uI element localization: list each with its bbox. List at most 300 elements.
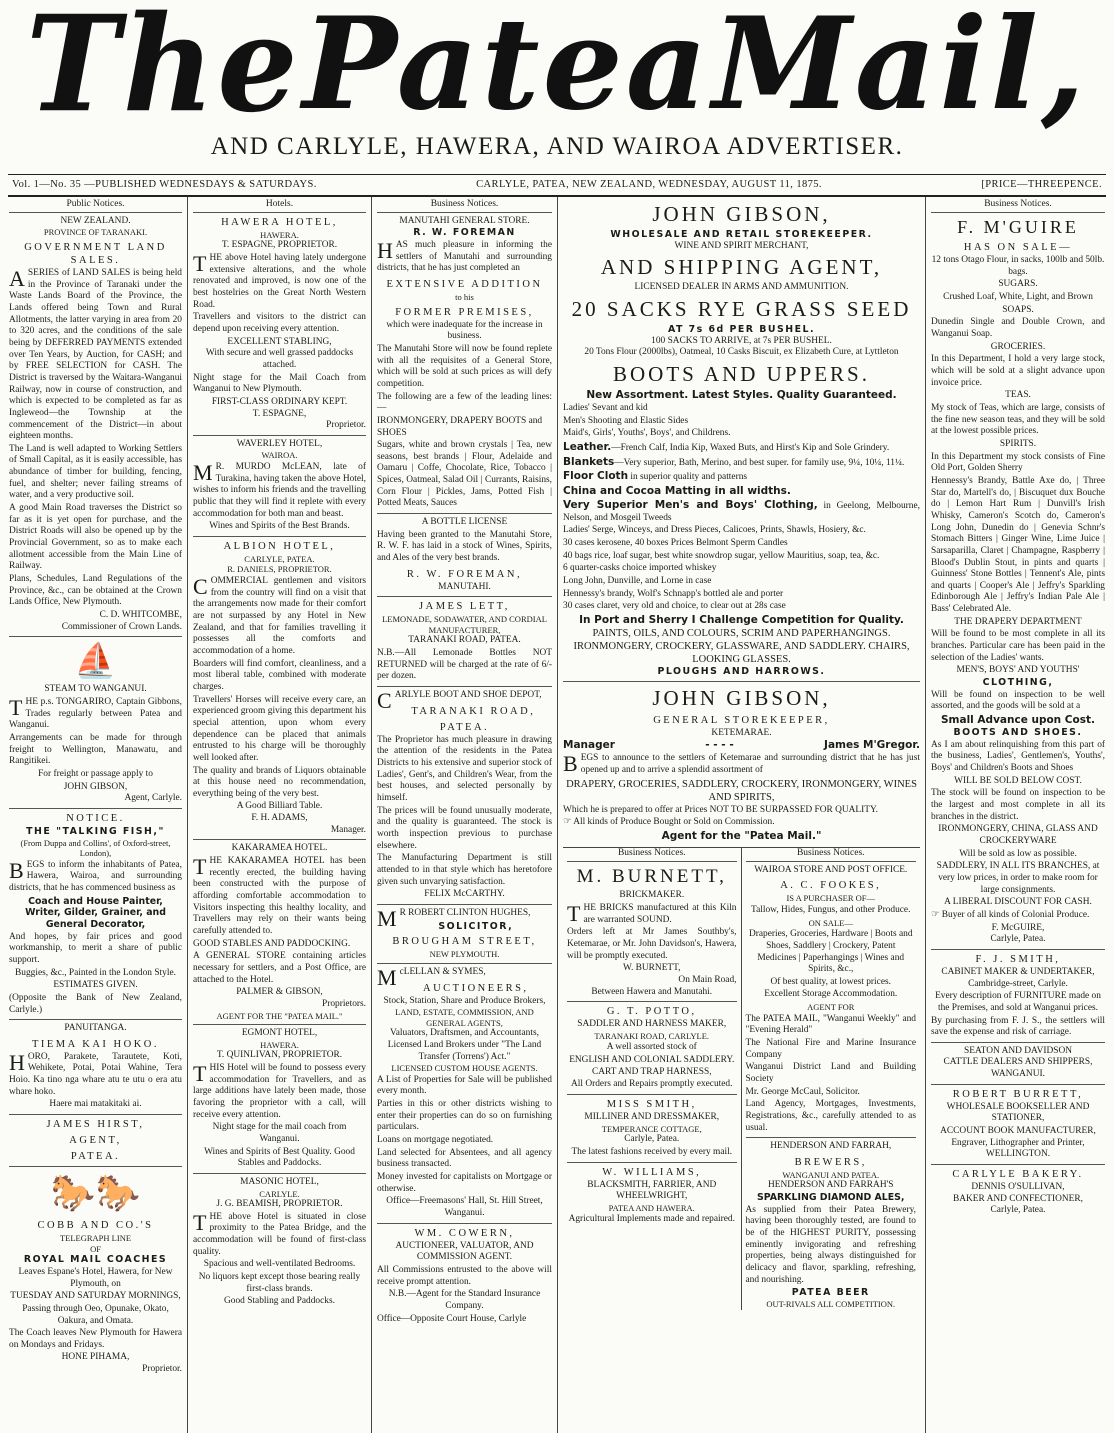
gibson-line: 40 bags rice, loaf sugar, best white snowdrop sugar, yellow Mauritius, soap, tea, &c.	[563, 550, 880, 561]
store-text: The Manutahi Store will now be found replete with all the requisites of a General Store, which will be sold at such prices as will defy competition.	[377, 343, 552, 389]
auctioneer-sub: LICENSED CUSTOM HOUSE AGENTS.	[391, 1063, 538, 1074]
smith-role: MILLINER AND DRESSMAKER,	[584, 1112, 720, 1123]
cowern-text: All Commissions entrusted to the above will receive prompt attention.	[377, 1264, 552, 1287]
henderson-beer: PATEA BEER	[791, 1287, 870, 1299]
ketemarae-text: Which he is prepared to offer at Prices NOT TO BE SURPASSED FOR QUALITY.	[563, 804, 878, 815]
fookes-name: A. C. FOOKES,	[780, 880, 882, 892]
mcguire-heading: MEN'S, BOYS' AND YOUTHS'	[956, 665, 1080, 676]
ketemarae-place: KETEMARAE.	[711, 727, 772, 738]
gibson-blankets-head: Blankets	[563, 455, 615, 468]
hotel-feature: GOOD STABLES AND PADDOCKING.	[193, 938, 351, 949]
cowern-title: WM. COWERN,	[414, 1227, 515, 1239]
mcguire-title: F. M'GUIRE	[957, 216, 1079, 237]
mcguire-heading: SPIRITS.	[999, 438, 1037, 449]
boot-text: The Proprietor has much pleasure in drawing the attention of the residents in the Patea Districts to his extensive and superior stock of Ladies', Gent's, and Children's Wear, from the best houses, and selected personally by himself.	[377, 734, 552, 804]
divider	[931, 1042, 1105, 1043]
issue-price: [PRICE—THREEPENCE.	[981, 179, 1102, 190]
henderson-head: HENDERSON AND FARRAH'S	[768, 1180, 894, 1191]
land-sales-text: A good Main Road traverses the District so far as it is yet open for purchase, and the District Roads will also be opened up by the Provincial Government, so as to make each allotment accessible from the Main Line of Railway.	[9, 503, 182, 572]
divider	[193, 1173, 366, 1174]
divider	[377, 596, 552, 597]
fjsmith-role: CABINET MAKER & UNDERTAKER, Cambridge-street, Carlyle.	[941, 966, 1095, 989]
henderson-place: WANGANUI AND PATEA.	[782, 1169, 880, 1180]
fookes-text: Mr. George McCaul, Solicitor.	[745, 1086, 860, 1097]
hotel-text: MR. MURDO McLEAN, late of Turakina, having taken the above Hotel, wishes to inform his friends and the travelling public that they will find it replete with every accommodation for both man and beast.	[193, 460, 366, 519]
steam-text: For freight or passage apply to	[38, 768, 153, 779]
auctioneer-office: Office—Freemasons' Hall, St. Hill Street, Wanganui.	[386, 1196, 543, 1218]
potto-text: ENGLISH AND COLONIAL SADDLERY. CART AND TRAP HARNESS,	[569, 1055, 735, 1077]
store-feature: to his	[455, 292, 474, 303]
store-feature: FORMER PREMISES,	[395, 306, 534, 318]
henderson-out: OUT-RIVALS ALL COMPETITION.	[766, 1299, 896, 1309]
fookes-sale: ON SALE—	[808, 917, 853, 928]
potto-text: All Orders and Repairs promptly executed.	[571, 1079, 733, 1090]
gibson-line: 30 cases kerosene, 40 boxes Prices Belmont Sperm Candles	[563, 538, 788, 548]
seaton-place: WANGANUI.	[991, 1069, 1045, 1080]
auctioneer-text: Money invested for capitalists on Mortgage or otherwise.	[377, 1171, 552, 1194]
cowern-text: N.B.—Agent for the Standard Insurance Company.	[388, 1289, 541, 1311]
gibson-license: LICENSED DEALER IN ARMS AND AMMUNITION.	[634, 282, 849, 293]
signature-title: Manager.	[330, 824, 366, 835]
signature: F. H. ADAMS,	[251, 813, 308, 824]
ketemarae-text: BEGS to announce to the settlers of Ketemarae and surrounding district that he has just opened up and to arrive a splendid assortment of	[563, 751, 920, 777]
manager-name: James M'Gregor.	[824, 739, 920, 752]
cowern-office: Office—Opposite Court House, Carlyle	[377, 1313, 527, 1324]
boot-place: PATEA.	[439, 721, 490, 733]
signature: F. McGUIRE,	[991, 922, 1045, 933]
hotel-text: THE above Hotel is situated in close proximity to the Patea Bridge, and the accommodation will be found of first-class quality.	[193, 1209, 366, 1257]
signature-title: Proprietor.	[142, 1364, 182, 1375]
hotel-place: CARLYLE.	[259, 1188, 300, 1199]
mcguire-heading: GROCERIES.	[990, 341, 1046, 352]
hotel-proprietor: J. G. BEAMISH, PROPRIETOR.	[216, 1199, 343, 1210]
divider	[931, 1084, 1105, 1085]
lett-address: TARANAKI ROAD, PATEA.	[408, 635, 521, 646]
divider	[377, 904, 552, 905]
mcguire-text: ☞ Buyer of all kinds of Colonial Produce.	[931, 909, 1090, 920]
gibson-shipping: AND SHIPPING AGENT,	[600, 255, 883, 280]
cobb-title: COBB AND CO.'S	[37, 1220, 154, 1232]
solicitor-title: MR ROBERT CLINTON HUGHES,	[377, 905, 531, 931]
gibson-line: Maid's, Girls', Youths', Boys', and Childrens.	[563, 428, 731, 439]
smith-title: MISS SMITH,	[606, 1099, 697, 1111]
notice-subheading: PROVINCE OF TARANAKI.	[43, 227, 148, 238]
hotel-text: Wines and Spirits of the Best Brands.	[209, 521, 350, 532]
steam-title: STEAM TO WANGANUI.	[44, 684, 147, 695]
mcguire-heading: A LIBERAL DISCOUNT FOR CASH.	[944, 897, 1092, 908]
column-hotels	[188, 197, 372, 1433]
mcguire-text: Dunedin Single and Double Crown, and Wanganui Soap.	[931, 317, 1105, 340]
lett-subtitle: LEMONADE, SODAWATER, AND CORDIAL MANUFACTURER,	[382, 614, 547, 635]
mcguire-text: 12 tons Otago Flour, in sacks, 100lb and 50lb. bags.	[931, 255, 1105, 277]
potto-address: TARANAKI ROAD, CARLYLE.	[594, 1030, 710, 1041]
manager-dashes: - - - -	[705, 739, 734, 752]
store-owner: R. W. FOREMAN	[413, 227, 516, 239]
signature: R. W. FOREMAN,	[406, 568, 523, 580]
solicitor-address: BROUGHAM STREET,	[392, 936, 537, 948]
boot-title: CARLYLE BOOT AND SHOE DEPOT,	[377, 688, 542, 714]
divider	[9, 808, 182, 809]
mcguire-text: Crushed Loaf, White, Light, and Brown	[943, 292, 1093, 303]
signature-title: Commissioner of Crown Lands.	[61, 621, 182, 632]
ketemarae-text: ☞ All kinds of Produce Bought or Sold on Commission.	[563, 817, 775, 828]
columns	[4, 197, 1110, 1433]
hirst-name: JAMES HIRST,	[46, 1119, 145, 1131]
fish-subtitle: (From Duppa and Collins', of Oxford-street, London),	[20, 837, 171, 859]
williams-text: Agricultural Implements made and repaired.	[568, 1214, 735, 1225]
divider	[193, 435, 366, 436]
gibson-wine: WINE AND SPIRIT MERCHANT,	[674, 240, 809, 251]
smith-text: The latest fashions received by every mail.	[571, 1146, 733, 1157]
gibson-seed: 20 SACKS RYE GRASS SEED	[571, 297, 912, 322]
fish-text: Buggies, &c., Painted in the London Style.	[15, 967, 176, 978]
store-text: The following are a few of the leading lines:—	[377, 391, 552, 414]
hotel-text: Night stage for the mail coach from Wanganui.	[212, 1122, 347, 1144]
hotel-text: THIS Hotel will be found to possess every accommodation for Travellers, and as large additions have lately been made, those favoring the proprietor with a call, will receive every attention.	[193, 1061, 366, 1120]
smith-address: TEMPERANCE COTTAGE,	[601, 1123, 702, 1134]
auctioneer-text: Loans on mortgage negotiated.	[377, 1135, 494, 1146]
mcguire-text: Will be found to be most complete in all its branches. Particular care has been paid in the selection of the Ladies' wants.	[931, 629, 1105, 663]
signature: JOHN GIBSON,	[63, 781, 128, 792]
hirst-place: PATEA.	[70, 1151, 121, 1163]
signature: W. BURNETT,	[622, 963, 681, 974]
mcguire-heading: IRONMONGERY, CHINA, GLASS AND CROCKERYWARE	[938, 824, 1098, 846]
gibson-price: AT 7s 6d PER BUSHEL.	[667, 324, 816, 336]
lett-title: JAMES LETT,	[419, 601, 510, 613]
fookes-agent: AGENT FOR	[807, 1002, 855, 1013]
boot-text: The Manufacturing Department is still attended to in that style which has heretofore given such unvarying satisfaction.	[377, 853, 552, 887]
ketemarae-manager	[563, 739, 920, 752]
masthead-word-1: The	[26, 0, 301, 142]
gibson-floor: in superior quality and patterns	[628, 472, 748, 483]
cobb-text: Leaves Espane's Hotel, Hawera, for New Plymouth, on	[18, 1266, 173, 1289]
hotel-feature: With secure and well grassed paddocks attached.	[205, 348, 354, 370]
hirst-role: AGENT,	[69, 1135, 122, 1147]
bakery-title: CARLYLE BAKERY.	[952, 1169, 1084, 1181]
divider	[377, 1223, 552, 1224]
hotel-text: COMMERCIAL gentlemen and visitors from the country will find on a visit that the arrangements now made for their comfort are not surpassed by any Hotel in New Zealand, and that for families travelling it possesses all the comforts and accommodation of a home.	[193, 574, 366, 656]
fish-trade: Coach and House Painter, Writer, Gilder, Grainer, and General Decorator,	[25, 895, 166, 930]
bakery-role: BAKER AND CONFECTIONER,	[953, 1193, 1083, 1204]
bakery-place: Carlyle, Patea.	[990, 1205, 1046, 1216]
boot-address: TARANAKI ROAD,	[411, 705, 536, 717]
fish-text: BEGS to inform the inhabitants of Patea, Hawera, Wairoa, and surrounding districts, that he has commenced business as	[9, 857, 182, 893]
auctioneer-sub: Valuators, Draftsmen, and Accountants, Licensed Land Brokers under "The Land Transfer (Torrens') Act."	[387, 1028, 542, 1062]
mcguire-list: Hennessy's Brandy, Battle Axe do, | Three Star do, Martell's do, | Biscuquet dux Bouche do | Lemon Hart Rum | Dunvill's Irish Whisky, Cameron's Scotch do, Cameron's Long John, Dunedin do | Genevia Schnr's Stomach Bitters | Ginger Wine, Lime Juice | Sarsaparilla, Claret | Champagne, Raspberry | Blood's Dublin Stout, in pints and quarts | Guinness' Stone Bottles | Tennent's Ale, pints and quarts | Cooper's Ale | Jeffry's Sparkling Edinborough Ale | Jeffry's Indian Pale Ale | Bass' Celebrated Ale.	[931, 475, 1105, 615]
hotel-place: HAWERA.	[260, 229, 299, 240]
panuitanga-sign: Haere mai matakitaki ai.	[49, 1099, 142, 1110]
gibson-line: Men's Shooting and Elastic Sides	[563, 415, 689, 426]
boot-text: The prices will be found unusually moderate, and the quality is guaranteed. The stock is worth inspection previous to purchase elsewhere.	[377, 805, 552, 851]
land-sales-title: GOVERNMENT LAND SALES.	[24, 241, 167, 266]
auctioneer-title: McLELLAN & SYMES,	[377, 964, 486, 990]
store-lines: IRONMONGERY, DRAPERY BOOTS and SHOES	[377, 415, 543, 438]
license-title: A BOTTLE LICENSE	[421, 517, 508, 528]
fookes-text: Excellent Storage Accommodation.	[764, 989, 898, 1000]
notice-heading: NEW ZEALAND.	[60, 215, 131, 226]
sailing-ship-illustration: ⛵	[74, 643, 117, 681]
cobb-subtitle: OF	[90, 1243, 101, 1254]
divider	[931, 949, 1105, 950]
hotel-proprietor: R. DANIELS, PROPRIETOR.	[227, 564, 332, 575]
hotel-title: EGMONT HOTEL,	[241, 1028, 318, 1039]
hotel-title: ALBION HOTEL,	[223, 540, 336, 552]
cobb-subtitle: TELEGRAPH LINE	[59, 1233, 132, 1244]
divider	[377, 513, 552, 514]
divider	[193, 839, 366, 840]
fookes-text: Wanganui District Land and Building Society	[745, 1062, 916, 1084]
divider	[9, 1019, 182, 1020]
henderson-ales: SPARKLING DIAMOND ALES,	[757, 1192, 905, 1204]
hotel-proprietor: T. QUINLIVAN, PROPRIETOR.	[216, 1050, 343, 1061]
store-list: Sugars, white and brown crystals | Tea, new seasons, best brands | Flour, Adelaide and Oamaru | Coffe, Chocolate, Rice, Tobacco | Spices, Oatmeal, Salad Oil | Currants, Raisins, Corn Flour | Pickles, Jams, Potted Fish | Potted Meats, Sauces	[377, 440, 552, 509]
ketemarae-goods: DRAPERY, GROCERIES, SADDLERY, CROCKERY, IRONMONGERY, WINES AND SPIRITS,	[566, 778, 917, 803]
column-gibson	[558, 197, 926, 1433]
gibson-line	[563, 441, 920, 455]
gibson-ploughs: PLOUGHS AND HARROWS.	[657, 666, 826, 677]
column-public-notices	[4, 197, 188, 1433]
signature-title: Agent, Carlyle.	[124, 793, 182, 804]
horse-coach-illustration: 🐎🐎	[50, 1173, 141, 1214]
williams-title: W. WILLIAMS,	[602, 1166, 702, 1178]
gibson-line: Ladies' Serge, Winceys, and Dress Pieces, Calicoes, Prints, Shawls, Hosiery, &c.	[563, 525, 866, 536]
masthead-subtitle: AND CARLYLE, HAWERA, AND WAIROA ADVERTISER.	[210, 133, 904, 160]
auctioneer-sub: LAND, ESTATE, COMMISSION, AND GENERAL AGENTS,	[395, 1007, 534, 1028]
gibson-title: JOHN GIBSON,	[652, 202, 831, 226]
gibson-leather: —French Calf, India Kip, Waxed Buts, and Hirst's Kip and Sole Grindery.	[611, 443, 890, 454]
fookes-text: Of best quality, at lowest prices.	[770, 976, 891, 987]
signature-title: On Main Road,	[678, 974, 737, 985]
signature-title: Carlyle, Patea.	[990, 934, 1046, 945]
mcguire-text: The stock will be found on inspection to be the largest and most complete in all its branches in the district.	[931, 788, 1105, 822]
signature: FELIX McCARTHY.	[424, 889, 505, 900]
gibson-boots: BOOTS AND UPPERS.	[613, 362, 870, 387]
fish-estimates: ESTIMATES GIVEN.	[53, 980, 138, 991]
column-business-notices	[372, 197, 558, 1433]
gibson-line	[563, 499, 920, 524]
signature: PALMER & GIBSON,	[236, 987, 323, 998]
gibson-line: Long John, Dunville, and Lorne in case	[563, 575, 712, 586]
hotel-text: Boarders will find comfort, cleanliness, and a most liberal table, combined with moderate charges.	[193, 658, 366, 692]
dateline-bar	[8, 174, 1106, 197]
mcguire-heading: TEAS.	[1005, 390, 1031, 401]
fish-address: (Opposite the Bank of New Zealand, Carlyle.)	[9, 992, 182, 1015]
henderson-text: As supplied from their Patea Brewery, having been thoroughly tested, are found to be of the HIGHEST PURITY, possessing eminently invigorating and refreshing properties, being always distinguished for delicacy and flavor, sparkling, refreshing, and nourishing.	[745, 1204, 916, 1285]
volume-info: Vol. 1—No. 35 —PUBLISHED WEDNESDAYS & SATURDAYS.	[12, 179, 317, 190]
divider	[193, 1024, 366, 1025]
hotel-proprietor: T. ESPAGNE, PROPRIETOR.	[221, 240, 338, 251]
hotel-text: The quality and brands of Liquors obtainable at this house need no recommendation, everything being of the very best.	[193, 765, 366, 799]
gibson-line	[563, 456, 920, 470]
hotel-feature: A Good Billiard Table.	[236, 801, 323, 812]
divider	[9, 636, 182, 637]
mcguire-heading: THE DRAPERY DEPARTMENT	[954, 616, 1082, 627]
gibson-subtitle: WHOLESALE AND RETAIL STOREKEEPER.	[610, 229, 873, 241]
signature-title: Between Hawera and Manutahi.	[591, 986, 713, 997]
land-sales-text: ASERIES of LAND SALES is being held in the Province of Taranaki under the Waste Lands Board of the Province, the Lands offered being Town and Rural Allotments, the latter varying in area from 20 to 320 acres, and the conditions of the sale being by DEFERRED PAYMENTS extended over Ten Years, by Auction, for CASH; and by FREE SELECTION for CASH. The District is traversed by the Waitara-Wanganui Railway, now in course of construction, and which is expected to be completed as far as Ingleweod—the Township at the commencement of the District—in about eighteen months.	[9, 265, 182, 442]
henderson-role: BREWERS,	[794, 1156, 867, 1168]
cobb-text: The Coach leaves New Plymouth for Hawera on Mondays and Fridays.	[9, 1328, 182, 1350]
hotel-text: THE KAKARAMEA HOTEL has been recently erected, the building having been constructed with the purpose of affording comfortable accommodation to Visitors inspecting this healthy locality, and Travellers may rely on their wants being carefully attended to.	[193, 854, 366, 937]
gibson-floor-head: Floor Cloth	[563, 470, 629, 483]
mcguire-heading: WILL BE SOLD BELOW COST.	[954, 775, 1082, 786]
burnett-title: M. BURNETT,	[576, 865, 727, 887]
auctioneer-text: A List of Properties for Sale will be published every month.	[377, 1074, 552, 1097]
mcguire-text: Will be found on inspection to be well assorted, and the goods will be sold at a	[931, 689, 1105, 712]
mcguire-advance: Small Advance upon Cost.	[940, 714, 1095, 727]
signature-title: MANUTAHI.	[438, 581, 491, 592]
gibson-assortment: New Assortment. Latest Styles. Quality Guaranteed.	[586, 389, 897, 402]
hotel-text: Spacious and well-ventilated Bedrooms.	[203, 1259, 356, 1270]
hotel-text: THE above Hotel having lately undergone extensive alterations, and the whole renovated and improved, is now one of the best hostelries on the Great North Western Road.	[193, 250, 366, 310]
gibson-line: Hennessy's brandy, Wolf's Schnapp's bottled ale and porter	[563, 588, 784, 599]
issue-date: CARLYLE, PATEA, NEW ZEALAND, WEDNESDAY, AUGUST 11, 1875.	[476, 179, 822, 190]
seaton-title: SEATON AND DAVIDSON	[964, 1045, 1072, 1056]
cobb-royal: ROYAL MAIL COACHES	[23, 1254, 168, 1266]
fjsmith-title: F. J. SMITH,	[975, 953, 1061, 965]
fookes-text: Land Agency, Mortgages, Investments, Registrations, &c., carefully attended to as usual.	[745, 1099, 916, 1133]
hotel-place: HAWERA.	[260, 1039, 299, 1050]
lett-text: N.B.—All Lemonade Bottles NOT RETURNED will be charged at the rate of 6/- per dozen.	[377, 648, 552, 682]
burrett-title: ROBERT BURRETT,	[952, 1088, 1084, 1100]
auctioneer-role: AUCTIONEERS,	[423, 982, 529, 994]
divider	[193, 536, 366, 537]
gibson-line: 100 SACKS TO ARRIVE, at 7s PER BUSHEL.	[651, 335, 832, 346]
burnett-role: BRICKMAKER.	[619, 890, 685, 901]
divider	[567, 1162, 737, 1163]
ketemarae-subtitle: GENERAL STOREKEEPER,	[653, 714, 830, 726]
panuitanga-text: HORO, Parakete, Tarautete, Koti, Wehikete, Potai, Potai Wahine, Tera Hoio. Ka tino nga whare atu te utu o era atu whare hoko.	[9, 1049, 182, 1097]
signature: HONE PIHAMA,	[61, 1352, 130, 1363]
divider	[746, 1137, 917, 1138]
divider	[563, 681, 920, 682]
fookes-text: Tallow, Hides, Fungus, and other Produce.	[751, 905, 911, 916]
henderson-title: HENDERSON AND FARRAH,	[770, 1141, 892, 1152]
gibson-line	[563, 470, 920, 484]
mcguire-boots: BOOTS AND SHOES.	[953, 727, 1083, 739]
hotel-title: HAWERA HOTEL,	[221, 216, 338, 228]
mcguire-heading: SOAPS.	[1002, 304, 1034, 315]
fish-title: THE "TALKING FISH,"	[26, 825, 165, 837]
auctioneer-text: Parties in this or other districts wishing to enter their properties can do so on furnishing particulars.	[377, 1099, 552, 1133]
signature: C. D. WHITCOMBE,	[99, 610, 182, 621]
hotel-place: CARLYLE, PATEA.	[244, 553, 315, 564]
mcguire-text: In this Department, I hold a very large stock, which will be sold at a slight advance upon invoice price.	[931, 354, 1105, 388]
mcguire-text: In this Department my stock consists of Fine Old Port, Golden Sherry	[931, 451, 1105, 474]
store-text: HAS much pleasure in informing the settlers of Manutahi and surrounding districts, that he has just completed an	[377, 238, 552, 274]
steam-text: THE p.s. TONGARIRO, Captain Gibbons, Trades regularly between Patea and Wanganui.	[9, 694, 182, 731]
mcguire-clothing: CLOTHING,	[982, 677, 1054, 689]
seaton-role: CATTLE DEALERS AND SHIPPERS,	[943, 1057, 1093, 1068]
mcguire-text: Will be sold as low as possible.	[959, 848, 1077, 859]
masthead-word-2: Patea	[302, 0, 711, 138]
burrett-text: ACCOUNT BOOK MANUFACTURER, Engraver, Lithographer and Printer, WELLINGTON.	[940, 1126, 1096, 1160]
business-subcolumns	[563, 847, 920, 1309]
gibson-port: In Port and Sherry I Challenge Competition for Quality.	[579, 613, 904, 626]
land-sales-text: Plans, Schedules, Land Regulations of the Province, &c., can be obtained at the Crown Lands Office, New Plymouth.	[9, 574, 182, 608]
fjsmith-text: By purchasing from F. J. S., the settlers will save the expense and risk of carriage.	[931, 1015, 1105, 1038]
auctioneer-text: Land selected for Absentees, and all agency business transacted.	[377, 1147, 552, 1170]
williams-role: BLACKSMITH, FARRIER, AND WHEELWRIGHT,	[587, 1179, 717, 1202]
fookes-text: Draperies, Groceries, Hardware | Boots and Shoes, Saddlery | Crockery, Patent Medicines | Paperhangings | Wines and Spirits, &c.,	[748, 929, 913, 975]
section-header: Public Notices.	[9, 199, 182, 213]
potto-role: SADDLER AND HARNESS MAKER,	[577, 1019, 727, 1030]
signature-title: Proprietor.	[326, 420, 366, 431]
gibson-clothing-head: Very Superior Men's and Boys' Clothing,	[563, 499, 818, 512]
cowern-role: AUCTIONEER, VALUATOR, AND COMMISSION AGENT.	[395, 1240, 534, 1263]
subcolumn-left	[563, 848, 742, 1309]
cobb-days: TUESDAY AND SATURDAY MORNINGS,	[10, 1291, 181, 1302]
masthead-word-3: Mail,	[712, 0, 1088, 138]
cobb-text: Passing through Oeo, Opunake, Okato, Oakura, and Omata.	[22, 1303, 169, 1326]
mcguire-heading: SUGARS.	[998, 279, 1038, 290]
hotel-title: MASONIC HOTEL,	[240, 1176, 319, 1187]
steam-text: Arrangements can be made for through freight to Wellington, Manawatu, and Rangitikei.	[9, 732, 182, 767]
manager-label: Manager	[563, 739, 615, 752]
wairoa-title: WAIROA STORE AND POST OFFICE.	[754, 864, 908, 875]
store-title: MANUTAHI GENERAL STORE.	[399, 215, 530, 226]
burnett-text: Orders left at Mr James Southby's, Ketemarae, or Mr. John Davidson's, Hawera, will be promptly executed.	[567, 927, 737, 961]
solicitor-place: NEW PLYMOUTH.	[429, 949, 500, 960]
smith-place: Carlyle, Patea.	[624, 1134, 680, 1145]
section-header: Business Notices.	[567, 848, 737, 862]
ketemarae-agent: Agent for the "Patea Mail."	[661, 830, 822, 843]
fjsmith-text: Every description of FURNITURE made on the Premises, and sold at Wanganui prices.	[935, 991, 1101, 1013]
hotel-text: No liquors kept except those bearing really first-class brands.	[198, 1272, 361, 1294]
williams-place: PATEA AND HAWERA.	[608, 1202, 695, 1213]
section-header: Business Notices.	[377, 199, 552, 213]
signature-title: Proprietors.	[321, 998, 366, 1009]
divider	[567, 1001, 737, 1002]
section-header: Business Notices.	[746, 848, 917, 862]
gibson-line: 30 cases claret, very old and choice, to clear out at 28s case	[563, 601, 786, 612]
license-text: Having been granted to the Manutahi Store, R. W. F. has laid in a stock of Wines, Spirits, and Ales of the very best brands.	[377, 529, 552, 564]
notice-title: NOTICE.	[66, 812, 125, 824]
store-feature: EXTENSIVE ADDITION	[386, 279, 543, 291]
potto-text: A well assorted stock of	[606, 1042, 697, 1053]
column-mcguire	[926, 197, 1110, 1433]
gibson-line: Ladies' Sevant and kid	[563, 403, 648, 414]
mcguire-text: My stock of Teas, which are large, consists of the fine new season teas, and they will be sold at the lowest possible prices.	[931, 402, 1105, 437]
divider	[9, 1114, 182, 1115]
section-header: Hotels.	[193, 199, 366, 213]
hotel-text: A GENERAL STORE containing articles necessary for settlers, and a Post Office, are attached to the Hotel.	[193, 951, 366, 985]
hotel-text: Good Stabling and Paddocks.	[224, 1296, 335, 1307]
mcguire-text: SADDLERY, IN ALL ITS BRANCHES, at very low prices, in order to make room for large consignments.	[936, 861, 1100, 895]
divider	[567, 1094, 737, 1095]
hotel-text: Travellers' Horses will receive every care, an experienced groom giving this department his special attention, upon whom every dependence can be placed that animals entrusted to his charge will be thoroughly well looked after.	[193, 694, 366, 763]
auctioneer-sub: Stock, Station, Share and Produce Brokers,	[383, 995, 546, 1006]
land-sales-text: The Land is well adapted to Working Settlers of Small Capital, as it is easily accessible, has abundance of timber for building, fencing, fuel, and shelter; never failing streams of water, and a very productive soil.	[9, 443, 182, 501]
divider	[377, 963, 552, 964]
burrett-role: WHOLESALE BOOKSELLER AND STATIONER,	[946, 1101, 1090, 1124]
hotel-text: Night stage for the Mail Coach from Wanganui to New Plymouth.	[193, 372, 366, 395]
fookes-is: IS A PURCHASER OF—	[786, 893, 876, 904]
fookes-text: The PATEA MAIL, "Wanganui Weekly" and "Evening Herald"	[745, 1013, 916, 1036]
hotel-feature: EXCELLENT STABLING,	[227, 336, 332, 347]
masthead-title	[0, 0, 1114, 142]
fish-text: And hopes, by fair prices and good workmanship, to merit a share of public support.	[9, 931, 182, 965]
gibson-china: China and Cocoa Matting in all widths.	[563, 485, 791, 498]
divider	[377, 686, 552, 687]
hotel-text: Wines and Spirits of Best Quality. Good Stables and Paddocks.	[204, 1146, 355, 1169]
panuitanga-subtitle: TIEMA KAI HOKO.	[31, 1038, 160, 1050]
signature: T. ESPAGNE,	[252, 408, 307, 419]
hotel-title: WAVERLEY HOTEL,	[236, 438, 323, 449]
gibson-clothing: in Geelong, Melbourne, Nelson, and Mosgeil Tweeds	[563, 501, 920, 523]
section-header: Business Notices.	[931, 199, 1105, 213]
solicitor-role: SOLICITOR,	[438, 920, 514, 932]
